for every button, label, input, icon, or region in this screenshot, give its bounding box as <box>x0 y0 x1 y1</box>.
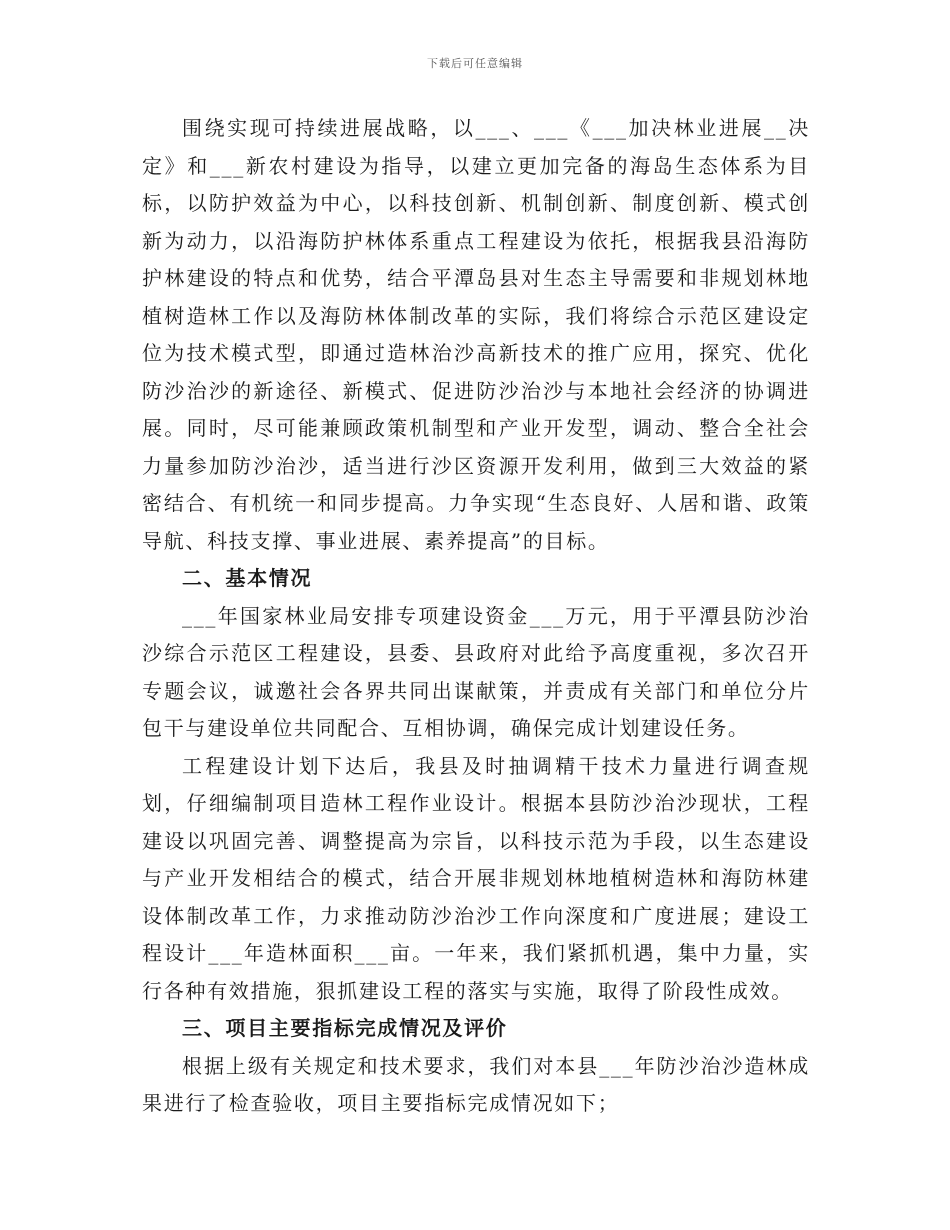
paragraph-intro: 围绕实现可持续进展战略，以___、___《___加决林业进展__决定》和___新农村建设为指导，以建立更加完备的海岛生态体系为目标，以防护效益为中心，以科技创新、机制创新、制度创新、模式创新为动力，以沿海防护林体系重点工程建设为依托，根据我县沿海防护林建设的特点和优势，结合平潭岛县对生态主导需要和非规划林地植树造林工作以及海防林体制改革的实际，我们将综合示范区建设定位为技术模式型，即通过造林治沙高新技术的推广应用，探究、优化防沙治沙的新途径、新模式、促进防沙治沙与本地社会经济的协调进展。同时，尽可能兼顾政策机制型和产业开发型，调动、整合全社会力量参加防沙治沙，适当进行沙区资源开发利用，做到三大效益的紧密结合、有机统一和同步提高。力争实现“生态良好、人居和谐、政策导航、科技支撑、事业进展、素养提高”的目标。 <box>142 116 810 553</box>
paragraph-funding: ___年国家林业局安排专项建设资金___万元，用于平潭县防沙治沙综合示范区工程建设，县委、县政府对此给予高度重视，多次召开专题会议，诚邀社会各界共同出谋献策，并责成有关部门和单位分片包干与建设单位共同配合、互相协调，确保完成计划建设任务。 <box>142 603 810 740</box>
section-heading-indicators: 三、项目主要指标完成情况及评价 <box>182 1016 508 1040</box>
document-body <box>142 110 810 1123</box>
paragraph-inspection: 根据上级有关规定和技术要求，我们对本县___年防沙治沙造林成果进行了检查验收，项目主要指标完成情况如下； <box>142 1053 810 1115</box>
section-heading-basic-situation: 二、基本情况 <box>182 566 313 590</box>
paragraph-planning: 工程建设计划下达后，我县及时抽调精干技术力量进行调查规划，仔细编制项目造林工程作业设计。根据本县防沙治沙现状，工程建设以巩固完善、调整提高为宗旨，以科技示范为手段，以生态建设与产业开发相结合的模式，结合开展非规划林地植树造林和海防林建设体制改革工作，力求推动防沙治沙工作向深度和广度进展；建设工程设计___年造林面积___亩。一年来，我们紧抓机遇，集中力量，实行各种有效措施，狠抓建设工程的落实与实施，取得了阶段性成效。 <box>142 753 810 1003</box>
header-note: 下载后可任意编辑 <box>427 57 523 70</box>
